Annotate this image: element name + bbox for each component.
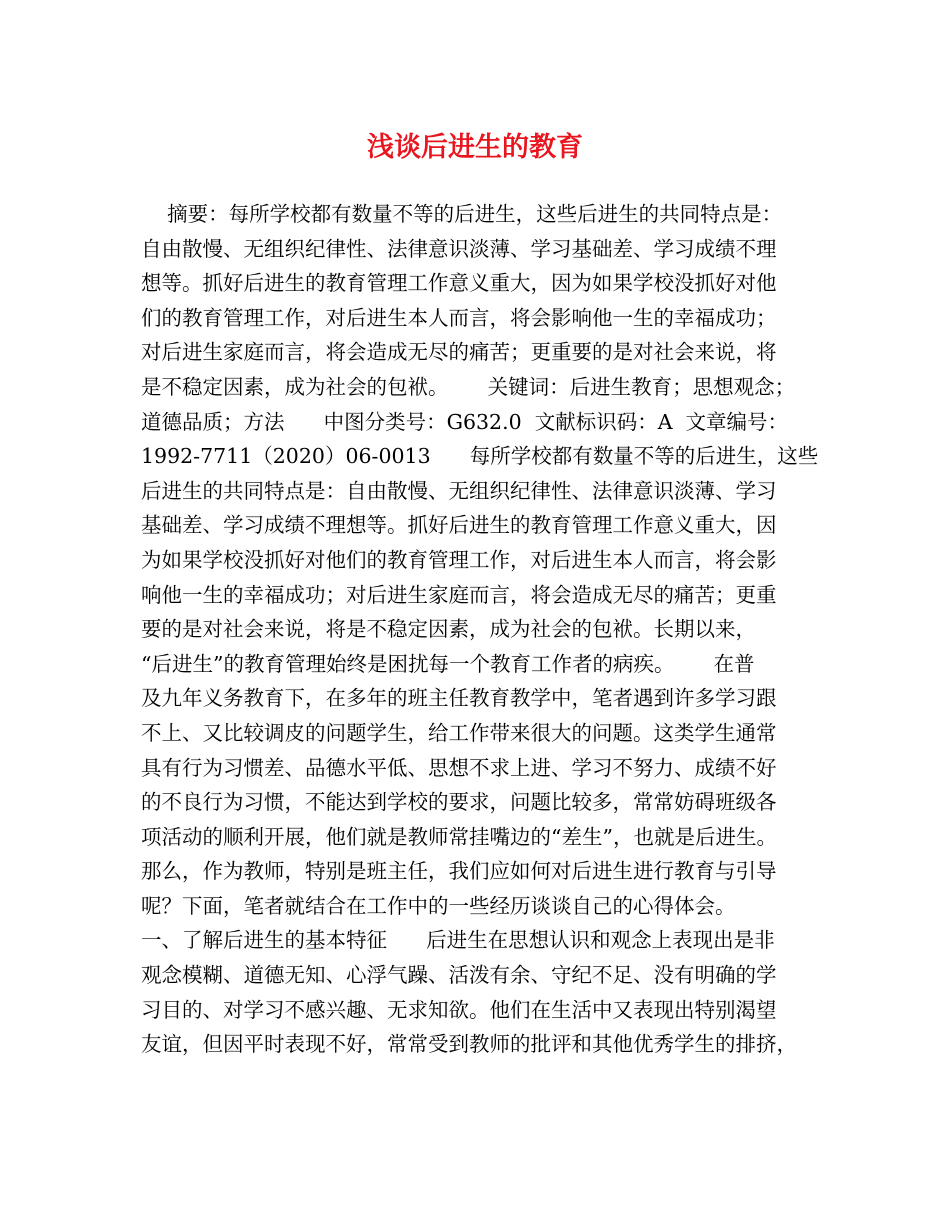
text-line: “后进生”的教育管理始终是困扰每一个教育工作者的病疾。 在普 bbox=[141, 651, 755, 676]
text-line: 对后进生家庭而言，将会造成无尽的痛苦；更重要的是对社会来说，将 bbox=[141, 340, 777, 365]
text-line: 想等。抓好后进生的教育管理工作意义重大，因为如果学校没抓好对他 bbox=[141, 271, 777, 296]
text-line: 响他一生的幸福成功；对后进生家庭而言，将会造成无尽的痛苦；更重 bbox=[141, 582, 777, 607]
text-line: 具有行为习惯差、品德水平低、思想不求上进、学习不努力、成绩不好 bbox=[141, 755, 777, 780]
text-line: 们的教育管理工作，对后进生本人而言，将会影响他一生的幸福成功； bbox=[141, 305, 777, 330]
text-line: 习目的、对学习不感兴趣、无求知欲。他们在生活中又表现出特别渴望 bbox=[141, 997, 777, 1022]
text-line: 1992-7711（2020）06-0013 每所学校都有数量不等的后进生，这些 bbox=[141, 444, 819, 469]
text-line: 自由散慢、无组织纪律性、法律意识淡薄、学习基础差、学习成绩不理 bbox=[141, 236, 777, 261]
page-title: 浅谈后进生的教育 bbox=[367, 132, 583, 163]
text-line: 项活动的顺利开展，他们就是教师常挂嘴边的“差生”，也就是后进生。 bbox=[141, 824, 777, 849]
text-line: 一、了解后进生的基本特征 后进生在思想认识和观念上表现出是非 bbox=[141, 928, 775, 953]
text-line: 呢？下面，笔者就结合在工作中的一些经历谈谈自己的心得体会。 bbox=[141, 893, 736, 918]
article-body bbox=[141, 197, 831, 1062]
text-line: 不上、又比较调皮的问题学生，给工作带来很大的问题。这类学生通常 bbox=[141, 720, 777, 745]
text-line: 为如果学校没抓好对他们的教育管理工作，对后进生本人而言，将会影 bbox=[141, 547, 777, 572]
text-line: 摘要：每所学校都有数量不等的后进生，这些后进生的共同特点是： bbox=[141, 202, 783, 226]
text-line: 友谊，但因平时表现不好，常常受到教师的批评和其他优秀学生的排挤， bbox=[141, 1032, 797, 1057]
text-line: 基础差、学习成绩不理想等。抓好后进生的教育管理工作意义重大，因 bbox=[141, 513, 777, 538]
text-line: 道德品质；方法 中图分类号：G632.0 文献标识码：A 文章编号： bbox=[141, 409, 789, 434]
text-line: 观念模糊、道德无知、心浮气躁、活泼有余、守纪不足、没有明确的学 bbox=[141, 963, 777, 988]
text-line: 是不稳定因素，成为社会的包袱。 关键词：后进生教育；思想观念； bbox=[141, 374, 796, 399]
text-line: 要的是对社会来说，将是不稳定因素，成为社会的包袱。长期以来， bbox=[141, 617, 756, 642]
text-line: 的不良行为习惯，不能达到学校的要求，问题比较多，常常妨碍班级各 bbox=[141, 790, 777, 815]
text-line: 及九年义务教育下，在多年的班主任教育教学中，笔者遇到许多学习跟 bbox=[141, 686, 777, 711]
text-line: 后进生的共同特点是：自由散慢、无组织纪律性、法律意识淡薄、学习 bbox=[141, 478, 777, 503]
text-line: 那么，作为教师，特别是班主任，我们应如何对后进生进行教育与引导 bbox=[141, 859, 777, 884]
